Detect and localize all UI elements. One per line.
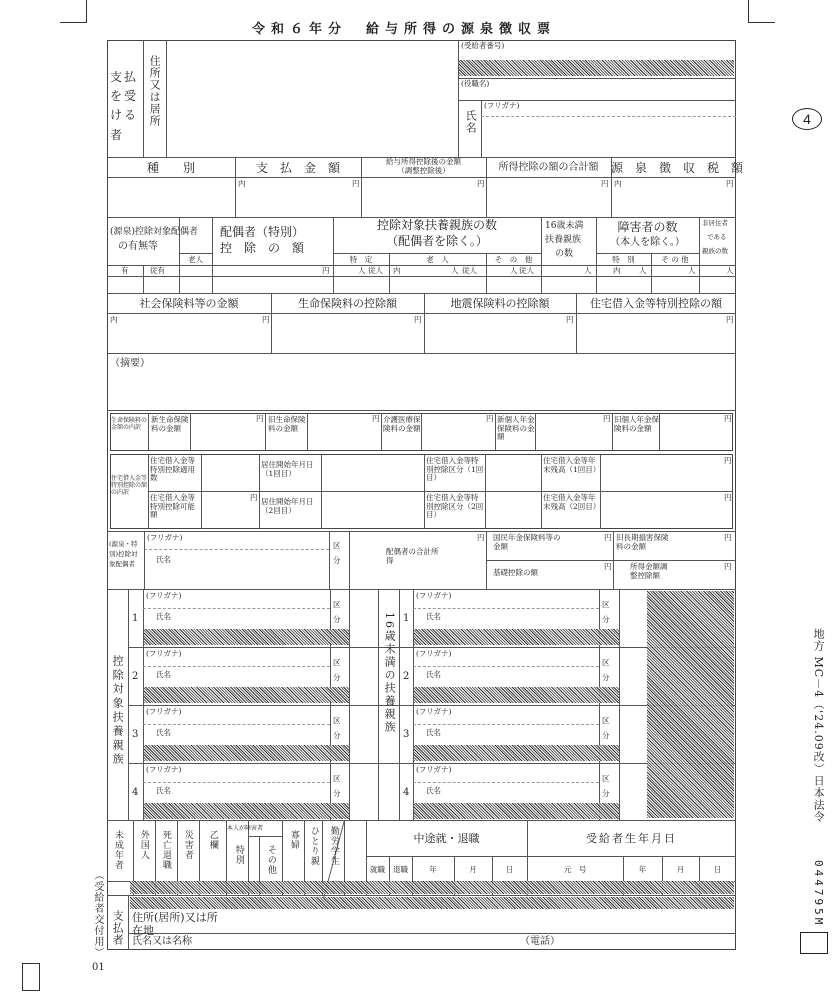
dep-masked-3 (144, 745, 349, 761)
payer-address-label: 住所(居所)又は所在地 (132, 911, 218, 937)
care-label: 介護医療保険料の金額 (383, 415, 421, 433)
new-pension-label: 新個人年金保険料の金額 (497, 415, 535, 442)
elderly-label: 老 人 (426, 255, 449, 264)
otsu-label: 乙欄 (207, 830, 218, 850)
crop-mark-top-right (748, 0, 775, 23)
disaster-label: 災害者 (182, 830, 193, 860)
person-mark: 人 (358, 266, 366, 275)
form-code: 地方 MC－4（'24.09改）日本法令 (812, 628, 826, 823)
spouse-deduction-header-2: 控 除 の 額 (220, 241, 305, 255)
social-insurance-header: 社会保険料等の金額 (139, 297, 239, 310)
era-label: 元 号 (563, 865, 587, 874)
furigana-line (413, 608, 599, 609)
name-label: 氏名 (426, 728, 441, 737)
basic-deduction-label: 基礎控除の額 (493, 568, 538, 577)
single-parent-label: ひとり親 (308, 826, 319, 866)
address-label: 住所又は居所 (148, 55, 162, 127)
serial-number: 044795M (812, 860, 826, 928)
old-pension-label: 旧個人年金保険料の金額 (614, 415, 659, 433)
sub-person-mark: 従人 (519, 266, 534, 275)
payer-head: 支払者 (111, 910, 125, 946)
dependents-left-head: 控除対象扶養親族 (111, 655, 125, 767)
phone-label: （電話） (520, 936, 560, 947)
dep-masked-r3 (414, 745, 619, 761)
payer-number-value (130, 897, 734, 909)
yen-mark: 円 (256, 414, 264, 423)
person-mark: 人 (726, 266, 734, 275)
furigana-label: (フリガナ) (484, 101, 520, 110)
payment-header: 支 払 金 額 (255, 161, 340, 175)
furigana-line (413, 782, 599, 783)
kubun-label: 区分 (333, 658, 341, 682)
name-label: 氏名 (156, 555, 171, 564)
month-label: 月 (469, 865, 477, 874)
footer-number: 01 (92, 962, 105, 973)
printer-logo (800, 932, 828, 954)
yes-label: 有 (121, 266, 129, 275)
dob-masked (647, 591, 734, 818)
furigana-label: (フリガナ) (146, 707, 182, 716)
inner-mark: 内 (110, 315, 118, 324)
old-life-label: 旧生命保険料の金額 (268, 415, 306, 433)
dob-header: 受給者生年月日 (586, 832, 677, 845)
u16-header-2: 扶養親族 (545, 235, 582, 245)
u16-header: 16歳未満 (545, 221, 584, 231)
after-adjustment-header: （調整控除後） (397, 166, 450, 175)
dependents-count-header-2: （配偶者を除く。） (386, 234, 488, 248)
yen-mark: 円 (724, 493, 732, 502)
minor-label: 未成年者 (112, 830, 123, 870)
spouse-income-label: 配偶者の合計所得 (386, 547, 439, 565)
yen-mark: 円 (477, 179, 485, 188)
dependent-number: 1 (132, 613, 139, 624)
day-label: 日 (713, 865, 722, 874)
category-1-label: 住宅借入金等特別控除区分（1回目） (426, 456, 484, 483)
life-insurance-header: 生命保険料の控除額 (298, 297, 397, 310)
yen-mark: 円 (352, 179, 360, 188)
kubun-label: 区分 (602, 658, 610, 682)
balance-1-label: 住宅借入金等年末残高（1回目） (543, 456, 601, 474)
furigana-label: (フリガナ) (416, 765, 452, 774)
dep-masked-1 (144, 629, 349, 645)
midyear-header: 中途就・退職 (413, 832, 480, 845)
yen-mark: 円 (477, 533, 485, 542)
u16-header-3: の数 (555, 249, 574, 259)
dep-masked-r2 (414, 687, 619, 703)
furigana-label: (フリガナ) (146, 765, 182, 774)
yen-mark: 円 (724, 533, 732, 542)
yen-mark: 円 (322, 266, 330, 275)
kubun-label: 区分 (333, 541, 341, 565)
copy-label: （受給者交付用） (92, 870, 103, 958)
pension-label: 国民年金保険料等の金額 (493, 533, 561, 551)
dependent-number: 2 (403, 671, 410, 682)
yen-mark: 円 (414, 315, 422, 324)
furigana-line (413, 724, 599, 725)
new-life-label: 新生命保険料の金額 (151, 415, 189, 433)
balance-2-label: 住宅借入金等年末残高（2回目） (543, 493, 601, 511)
kubun-label: 区分 (333, 716, 341, 740)
yen-mark: 円 (250, 493, 258, 502)
type-header: 種 別 (146, 161, 195, 175)
yen-mark: 円 (604, 562, 612, 571)
furigana-label: (フリガナ) (416, 707, 452, 716)
kubun-label: 区分 (602, 774, 610, 798)
name-label: 氏名 (156, 728, 171, 737)
punch-mark (22, 963, 40, 991)
dependent-number: 1 (403, 613, 410, 624)
name-label: 氏名 (156, 670, 171, 679)
possible-amount-label: 住宅借入金等特別控除可能額 (150, 493, 195, 520)
yen-mark: 円 (486, 414, 494, 423)
category-2-label: 住宅借入金等特別控除区分（2回目） (426, 493, 484, 520)
adjustment-deduction-label: 所得金額調整控除額 (630, 562, 668, 580)
name-label: 氏名 (156, 612, 171, 621)
dependent-number: 2 (132, 671, 139, 682)
recipient-number-value (459, 60, 734, 76)
dependent-number: 4 (132, 787, 139, 798)
housing-detail-head: 住宅借入金等特別控除の額の内訳 (111, 475, 148, 496)
sub-person-mark: 従人 (368, 266, 383, 275)
name-label: 氏名 (464, 110, 478, 134)
spouse-flag-header-2: の有無等 (118, 241, 158, 252)
furigana-line (143, 666, 330, 667)
join-label: 就職 (370, 865, 385, 874)
student-label: 勤労学生 (328, 826, 339, 866)
after-deduction-header: 給与所得控除後の金額 (386, 157, 461, 166)
person-mark: 人 (688, 266, 696, 275)
day-label: 日 (505, 865, 514, 874)
furigana-line (143, 608, 330, 609)
yen-mark: 円 (601, 179, 609, 188)
yen-mark: 円 (604, 533, 612, 542)
crop-mark-top-left (60, 0, 87, 23)
name-label: 氏名 (426, 612, 441, 621)
old-quake-label: 旧長期損害保険料の金額 (616, 533, 669, 551)
disabled-count-header-2: （本人を除く。） (610, 237, 685, 248)
furigana-label: (フリガナ) (146, 591, 182, 600)
name-label: 氏名 (426, 786, 441, 795)
yen-mark: 円 (372, 414, 380, 423)
foreigner-label: 外国人 (138, 830, 149, 860)
yen-mark: 円 (724, 456, 732, 465)
furigana-line (143, 782, 330, 783)
furigana-line (413, 666, 599, 667)
kubun-label: 区分 (602, 600, 610, 624)
dependent-number: 4 (403, 787, 410, 798)
elder-label: 老人 (188, 255, 203, 264)
title-label: (役職名) (461, 79, 490, 88)
dependent-number: 3 (403, 729, 410, 740)
yen-mark: 円 (566, 315, 574, 324)
start-date-1-label: 居住開始年月日（1回目） (261, 460, 314, 478)
yen-mark: 円 (262, 315, 270, 324)
self-disabled-label: 本人が障害者 (227, 825, 264, 832)
other-disabled-label: そ の 他 (661, 255, 689, 264)
earthquake-insurance-header: 地震保険料の控除額 (450, 297, 550, 310)
person-mark: 人 (510, 266, 518, 275)
yen-mark: 円 (724, 562, 732, 571)
leave-label: 退職 (393, 865, 408, 874)
nonresident-header: 非居住者 (702, 219, 728, 227)
yen-mark: 円 (724, 414, 732, 423)
inner-mark: 内 (238, 179, 246, 188)
spouse-deduction-header: 配偶者（特別） (220, 225, 305, 239)
kubun-label: 区分 (333, 774, 341, 798)
year-label: 年 (638, 865, 647, 874)
furigana-label: (フリガナ) (146, 649, 182, 658)
spouse2-head: (源泉・特別)控除対象配偶者 (109, 540, 138, 568)
inner-mark: 内 (613, 266, 621, 275)
housing-loan-header: 住宅借入金等特別控除の額 (590, 297, 722, 310)
nonresident-header-3: 親族の数 (702, 247, 728, 255)
month-label: 月 (676, 865, 685, 874)
payer-name-label: 氏名又は名称 (132, 936, 192, 947)
spouse-flag-header: (源泉)控除対象配偶者 (110, 227, 199, 237)
nonresident-header-2: である (707, 233, 727, 241)
recipient-number-label: (受給者番号) (461, 41, 505, 50)
special-label: 特別 (233, 845, 244, 865)
page-badge: 4 (792, 108, 822, 130)
person-mark: 人 (451, 266, 459, 275)
deduction-total-header: 所得控除の額の合計額 (498, 162, 599, 173)
dep-masked-r4 (414, 803, 619, 819)
special-label: 特 定 (349, 255, 373, 264)
disabled-count-header: 障害者の数 (617, 220, 678, 234)
remarks-label: （摘要） (110, 358, 150, 369)
death-retire-label: 死亡退職 (160, 830, 171, 870)
start-date-2-label: 居住開始年月日（2回目） (261, 497, 314, 515)
yen-mark: 円 (726, 179, 734, 188)
dependents-right-head: 16歳未満の扶養親族 (383, 612, 397, 734)
dep-masked-r1 (414, 629, 619, 645)
form-title: 令和６年分 給与所得の源泉徴収票 (252, 22, 557, 37)
recipient-label: 支払を受ける者 (110, 70, 139, 142)
yen-mark: 円 (726, 315, 734, 324)
person-mark: 人 (584, 266, 592, 275)
payer-mid-masked (130, 881, 734, 894)
dep-masked-2 (144, 687, 349, 703)
sub-person-mark: 従人 (462, 266, 477, 275)
special-disabled-label: 特 別 (612, 255, 635, 264)
life-detail-head: 生命保険料の金額の内訳 (111, 417, 148, 431)
person-mark: 人 (639, 266, 647, 275)
withholding-tax-header: 源 泉 徴 収 税 額 (611, 161, 744, 175)
other-label: そ の 他 (494, 255, 533, 264)
name-label: 氏名 (426, 670, 441, 679)
furigana-label: (フリガナ) (416, 649, 452, 658)
inner-mark: 内 (393, 266, 401, 275)
dependent-number: 3 (132, 729, 139, 740)
widow-label: 寡婦 (288, 830, 299, 850)
applicable-count-label: 住宅借入金等特別控除適用数 (150, 456, 195, 483)
yen-mark: 円 (603, 414, 611, 423)
furigana-label: (フリガナ) (147, 533, 183, 542)
other-label: その他 (265, 845, 276, 875)
dep-masked-4 (144, 803, 349, 819)
furigana-line (143, 724, 330, 725)
kubun-label: 区分 (602, 716, 610, 740)
year-label: 年 (429, 865, 437, 874)
name-label: 氏名 (156, 786, 171, 795)
inner-mark: 内 (614, 179, 622, 188)
kubun-label: 区分 (333, 600, 341, 624)
sub-yes-label: 従有 (150, 266, 165, 275)
dependents-count-header: 控除対象扶養親族の数 (376, 218, 497, 232)
furigana-label: (フリガナ) (416, 591, 452, 600)
